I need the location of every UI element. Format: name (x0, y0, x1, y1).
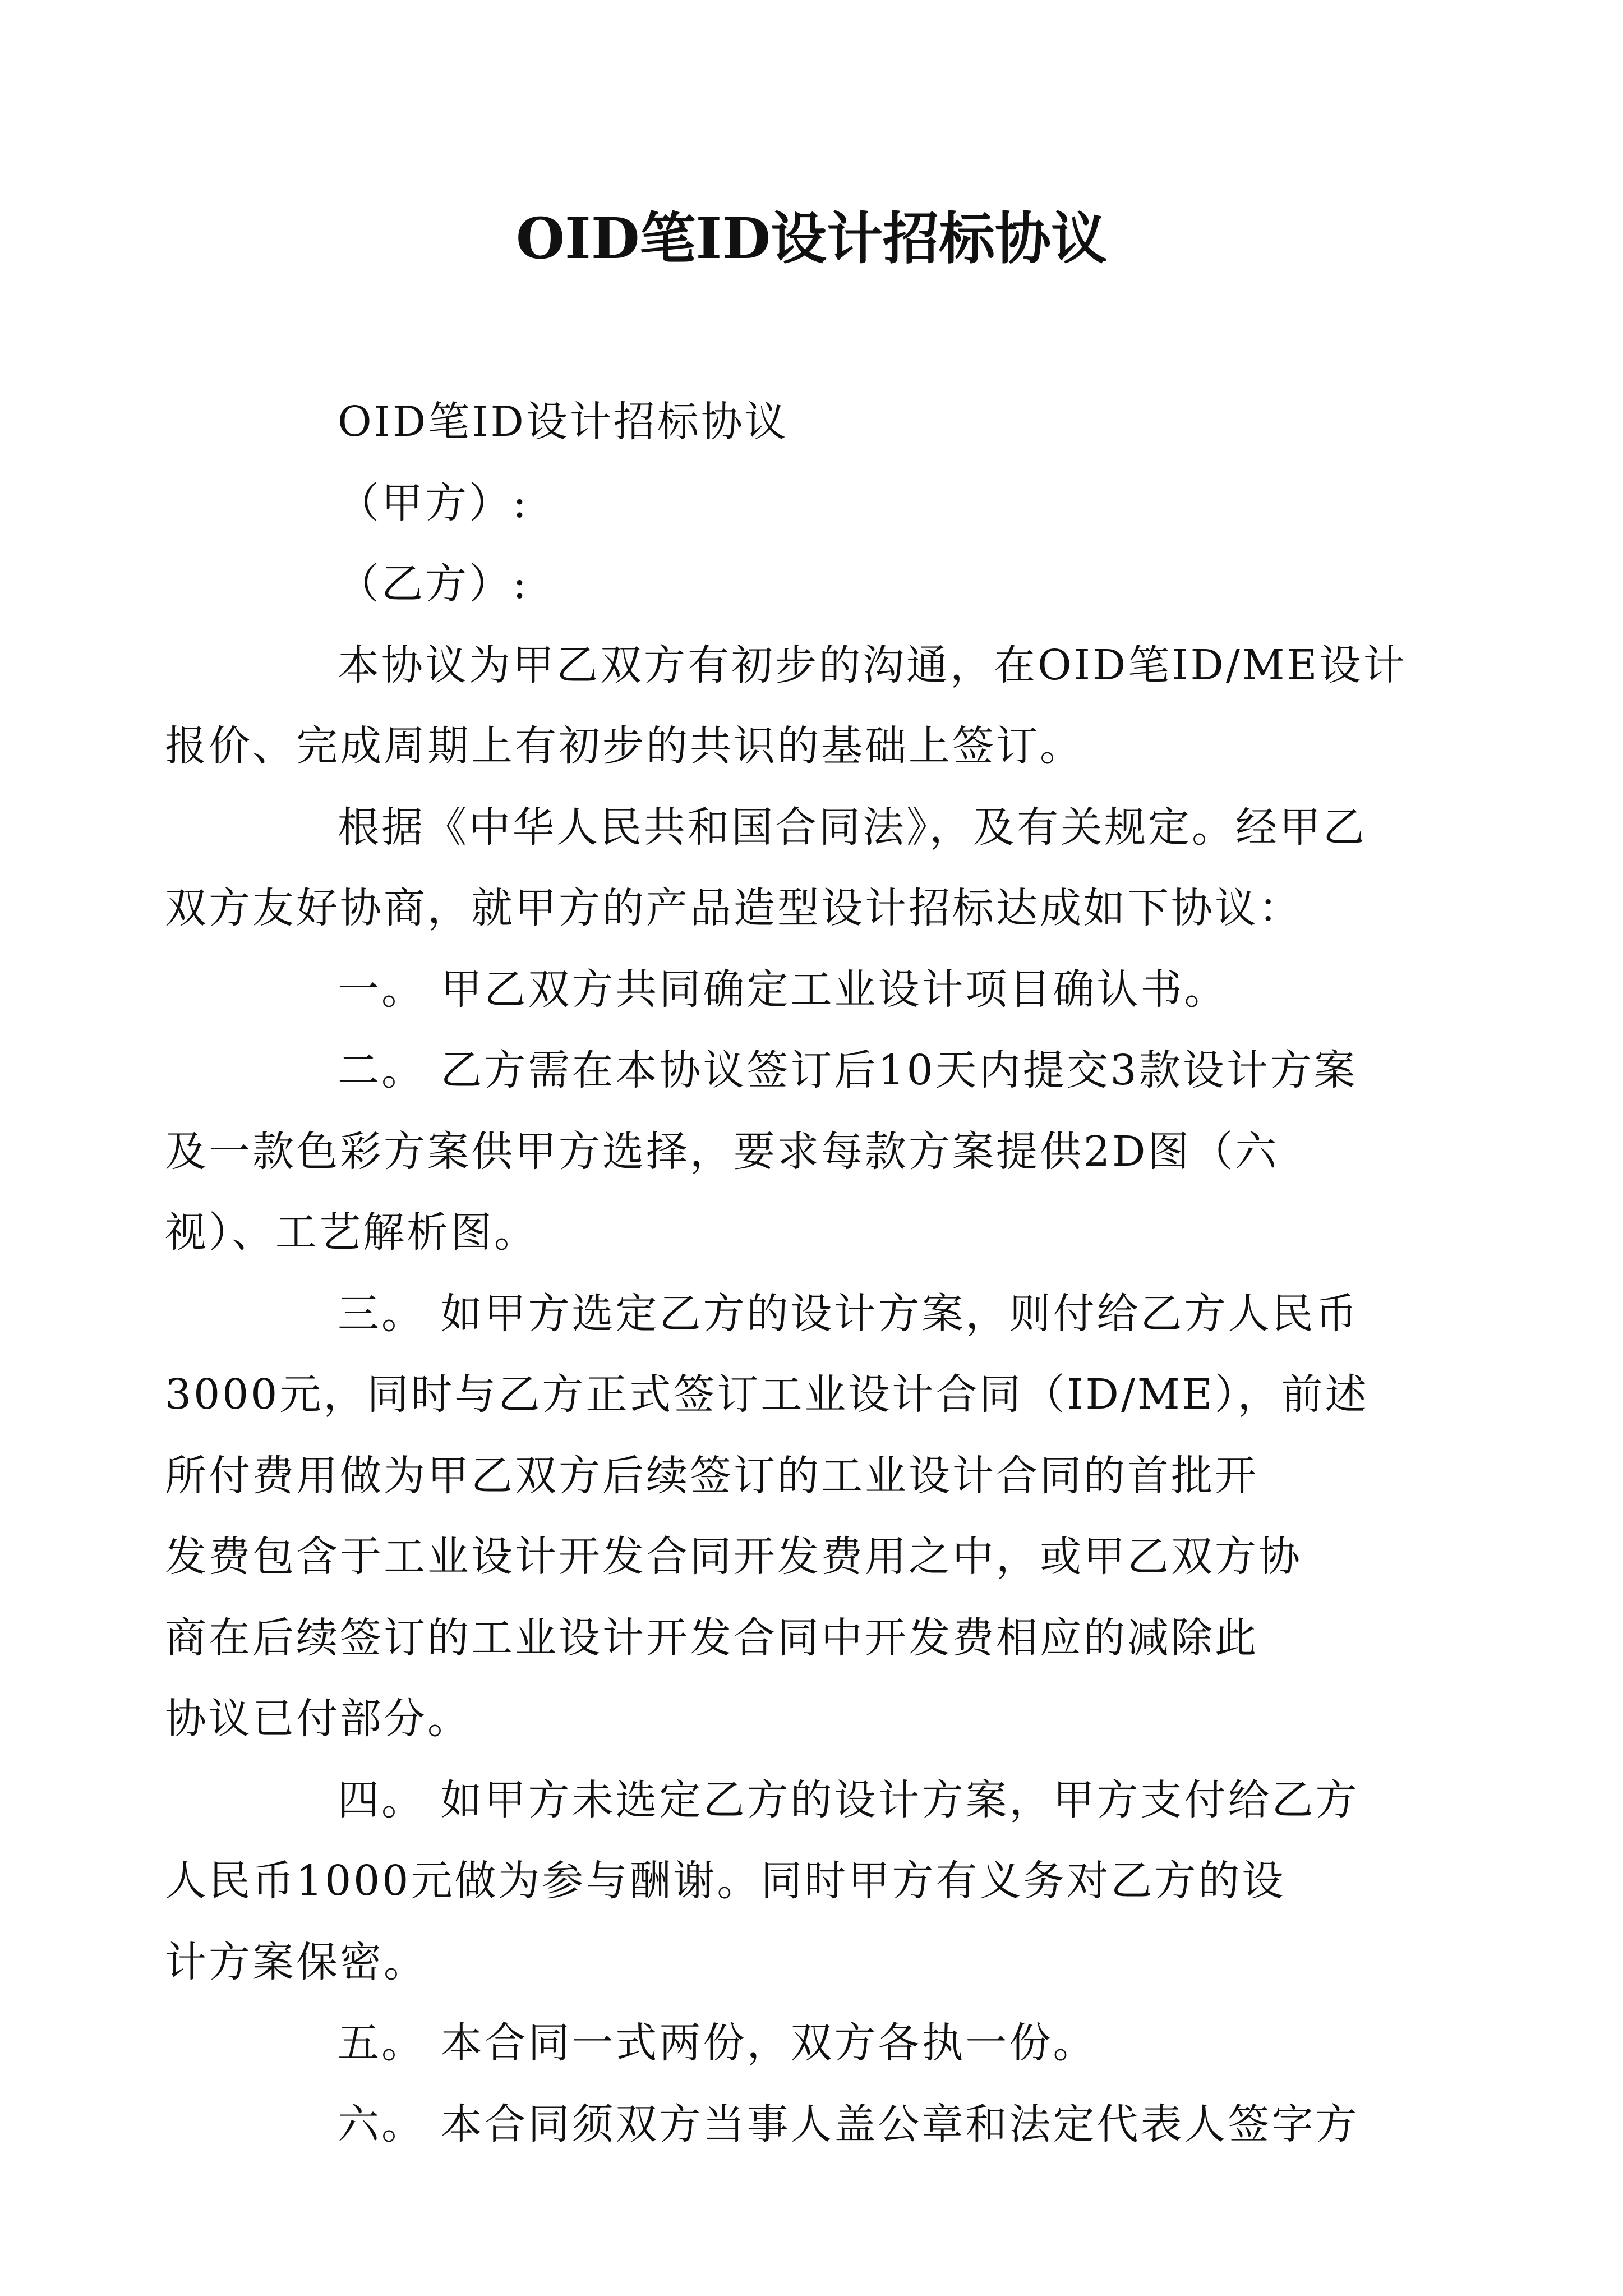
paragraph-line: 3000元，同时与乙方正式签订工业设计合同（ID/ME），前述 (165, 1370, 1369, 1419)
paragraph-line: （乙方）: (338, 560, 529, 608)
paragraph-line: （甲方）: (338, 478, 529, 527)
paragraph-line: 商在后续签订的工业设计开发合同中开发费相应的减除此 (165, 1613, 1258, 1662)
paragraph-line: 三。 如甲方选定乙方的设计方案，则付给乙方人民币 (338, 1289, 1359, 1338)
paragraph-intro (165, 625, 1407, 787)
paragraph-legal-basis (165, 787, 1384, 949)
paragraph-line: OID笔ID设计招标协议 (338, 398, 789, 446)
paragraph-party-b (251, 544, 1384, 625)
paragraph-line: 报价、完成周期上有初步的共识的基础上签订。 (165, 722, 1083, 770)
clause-3 (165, 1273, 1384, 1760)
paragraph-party-a (251, 463, 1384, 544)
paragraph-line: 人民币1000元做为参与酬谢。同时甲方有义务对乙方的设 (165, 1857, 1286, 1905)
paragraph-line: 发费包含于工业设计开发合同开发费用之中，或甲乙双方协 (165, 1533, 1302, 1581)
clause-1 (251, 949, 1384, 1030)
paragraph-subtitle (251, 381, 1384, 463)
paragraph-line: 本协议为甲乙双方有初步的沟通，在OID笔ID/ME设计 (338, 641, 1407, 689)
paragraph-line: 一。 甲乙双方共同确定工业设计项目确认书。 (338, 965, 1228, 1014)
clause-4 (165, 1760, 1384, 2003)
paragraph-line: 四。 如甲方未选定乙方的设计方案，甲方支付给乙方 (338, 1775, 1359, 1824)
clause-6 (251, 2084, 1384, 2165)
document-body (165, 381, 1407, 2165)
paragraph-line: 视）、工艺解析图。 (165, 1208, 538, 1257)
clause-2 (165, 1030, 1384, 1273)
paragraph-line: 六。 本合同须双方当事人盖公章和法定代表人签字方 (338, 2100, 1359, 2148)
paragraph-line: 所付费用做为甲乙双方后续签订的工业设计合同的首批开 (165, 1451, 1258, 1500)
paragraph-line: 计方案保密。 (165, 1938, 427, 1986)
clause-5 (251, 2003, 1384, 2084)
document-title: OID笔ID设计招标协议 (515, 205, 1108, 272)
paragraph-line: 及一款色彩方案供甲方选择，要求每款方案提供2D图（六 (165, 1127, 1279, 1176)
paragraph-line: 协议已付部分。 (165, 1695, 471, 1743)
paragraph-line: 二。 乙方需在本协议签订后10天内提交3款设计方案 (338, 1046, 1358, 1094)
paragraph-line: 根据《中华人民共和国合同法》，及有关规定。经甲乙 (338, 803, 1367, 852)
paragraph-line: 五。 本合同一式两份，双方各执一份。 (338, 2019, 1097, 2067)
paragraph-line: 双方友好协商，就甲方的产品造型设计招标达成如下协议： (165, 884, 1302, 932)
